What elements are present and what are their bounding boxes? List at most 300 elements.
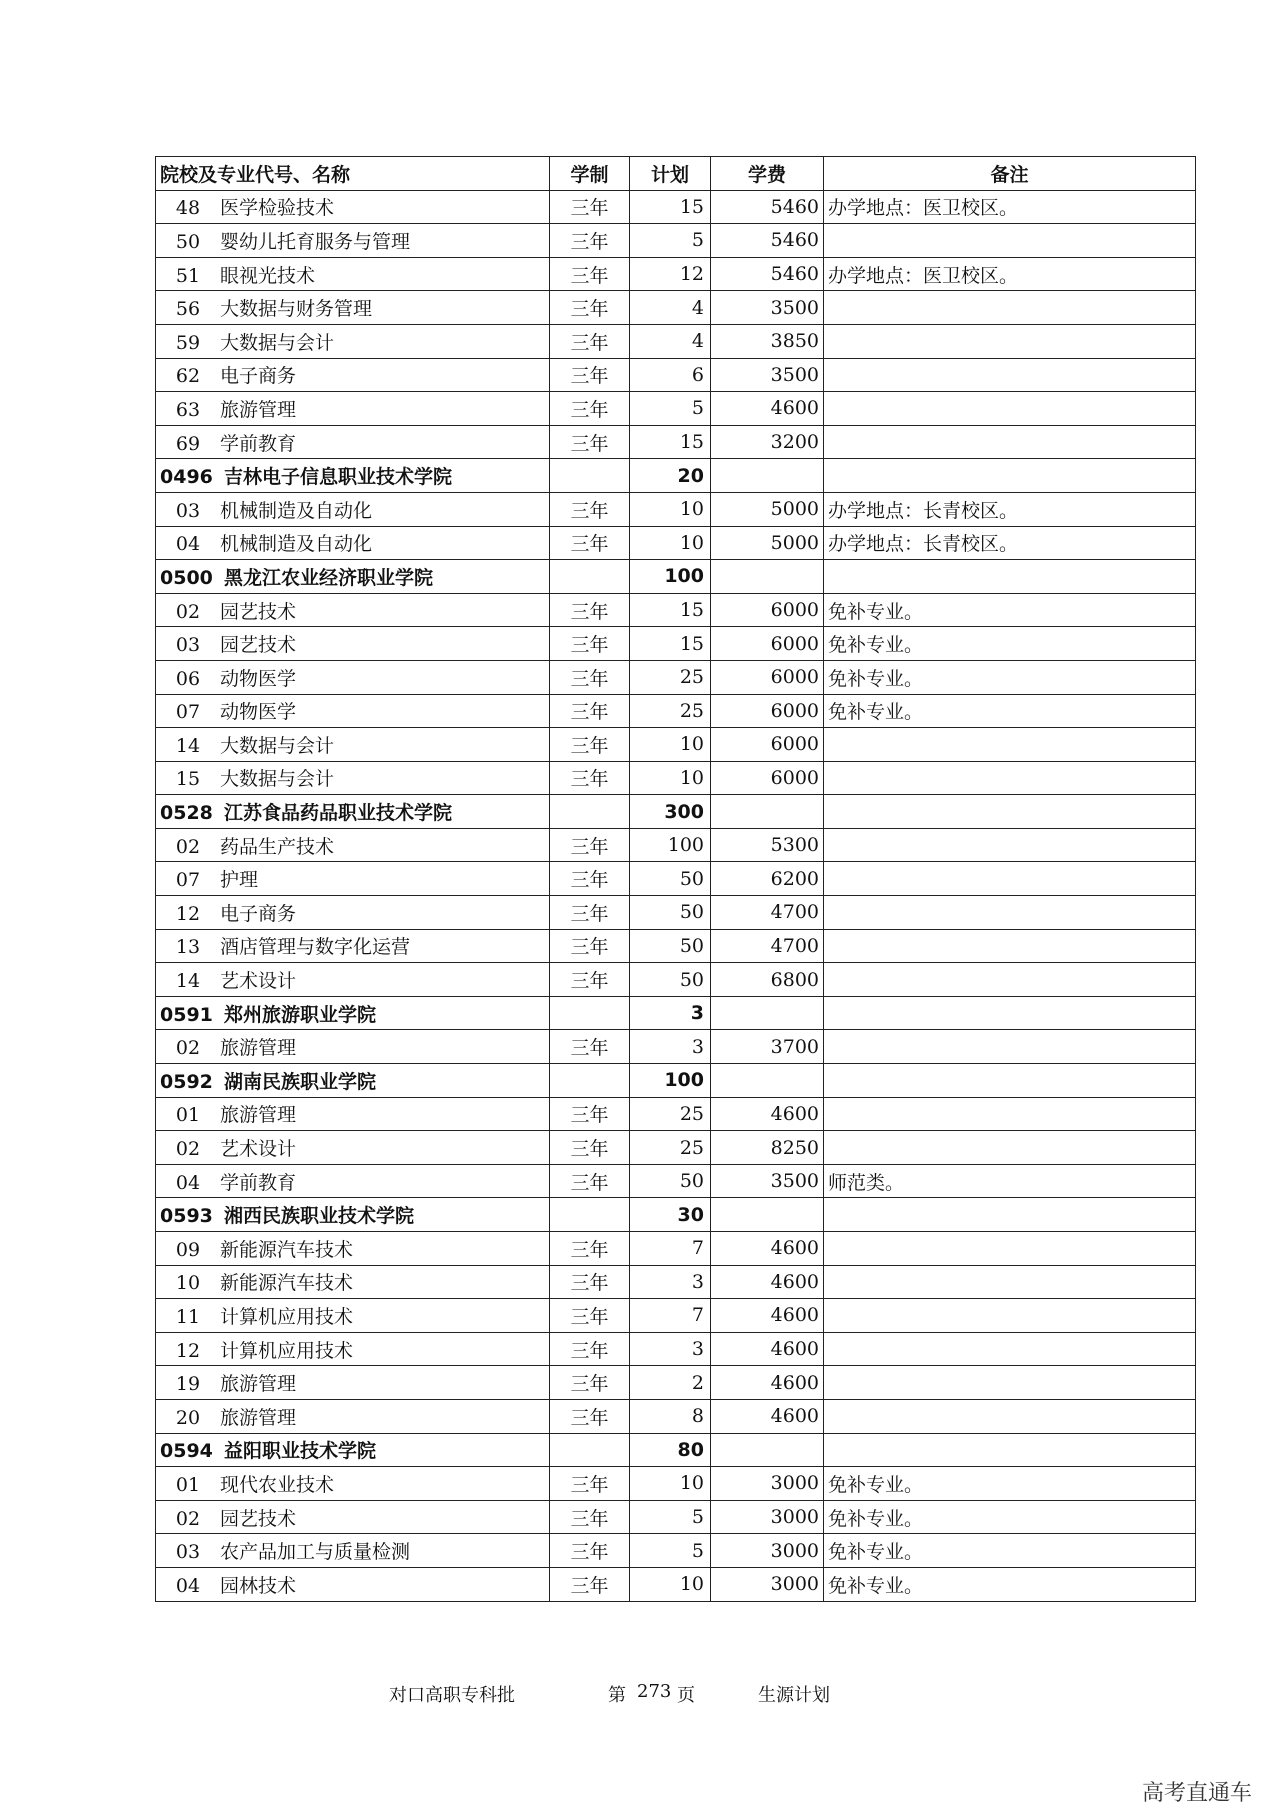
note-cell	[824, 1232, 1196, 1266]
code: 62	[175, 365, 201, 388]
watermark-logo-text: 高考直通车	[1141, 1781, 1252, 1806]
plan-cell: 50	[630, 929, 711, 963]
name-cell	[156, 526, 550, 560]
header-fee: 学费	[711, 157, 824, 191]
plan-cell: 6	[630, 358, 711, 392]
table-row	[156, 728, 1196, 762]
fee-cell: 3500	[711, 291, 824, 325]
note-cell	[824, 1366, 1196, 1400]
name: 大数据与会计	[220, 734, 335, 757]
plan-cell: 10	[630, 492, 711, 526]
duration-cell: 三年	[550, 190, 630, 224]
code: 09	[175, 1238, 201, 1261]
note-cell	[824, 1064, 1196, 1098]
table-row	[156, 257, 1196, 291]
name: 医学检验技术	[220, 197, 335, 220]
code: 0528	[160, 802, 213, 825]
name-cell	[156, 1198, 550, 1232]
fee-cell: 6800	[711, 963, 824, 997]
fee-cell	[711, 795, 824, 829]
name: 艺术设计	[220, 1138, 297, 1161]
plan-cell: 80	[630, 1433, 711, 1467]
fee-cell: 5000	[711, 526, 824, 560]
plan-cell: 25	[630, 1131, 711, 1165]
table-row	[156, 1299, 1196, 1333]
duration-cell: 三年	[550, 627, 630, 661]
code: 50	[175, 230, 201, 253]
school-row	[156, 1198, 1196, 1232]
note-cell	[824, 862, 1196, 896]
code: 07	[175, 701, 201, 724]
table-row	[156, 1131, 1196, 1165]
school-row	[156, 795, 1196, 829]
school-row	[156, 459, 1196, 493]
name: 计算机应用技术	[220, 1305, 354, 1328]
note-cell	[824, 392, 1196, 426]
code: 02	[175, 835, 201, 858]
name-cell	[156, 1164, 550, 1198]
name: 园艺技术	[220, 600, 297, 623]
code: 02	[175, 1507, 201, 1530]
plan-cell: 50	[630, 963, 711, 997]
table-row	[156, 828, 1196, 862]
code: 03	[175, 634, 201, 657]
school-row	[156, 560, 1196, 594]
name-cell	[156, 257, 550, 291]
note-cell	[824, 828, 1196, 862]
code: 06	[175, 667, 201, 690]
table-row	[156, 1399, 1196, 1433]
note-cell: 免补专业。	[824, 627, 1196, 661]
table-row	[156, 761, 1196, 795]
name-cell	[156, 459, 550, 493]
code: 11	[175, 1305, 201, 1328]
name: 园艺技术	[220, 634, 297, 657]
plan-cell: 50	[630, 896, 711, 930]
duration-cell: 三年	[550, 1332, 630, 1366]
duration-cell: 三年	[550, 660, 630, 694]
name: 计算机应用技术	[220, 1339, 354, 1362]
code: 20	[175, 1406, 201, 1429]
name-cell	[156, 761, 550, 795]
duration-cell	[550, 795, 630, 829]
code: 07	[175, 869, 201, 892]
name: 旅游管理	[220, 398, 297, 421]
duration-cell	[550, 1198, 630, 1232]
fee-cell: 4600	[711, 1265, 824, 1299]
duration-cell	[550, 1433, 630, 1467]
fee-cell: 4600	[711, 392, 824, 426]
name-cell	[156, 929, 550, 963]
name-cell	[156, 1299, 550, 1333]
duration-cell: 三年	[550, 1366, 630, 1400]
note-cell: 师范类。	[824, 1164, 1196, 1198]
table-row	[156, 1332, 1196, 1366]
fee-cell: 6000	[711, 593, 824, 627]
name: 江苏食品药品职业技术学院	[224, 802, 453, 825]
fee-cell: 4700	[711, 896, 824, 930]
fee-cell: 4600	[711, 1332, 824, 1366]
header-note: 备注	[824, 157, 1196, 191]
fee-cell: 6000	[711, 694, 824, 728]
name-cell	[156, 324, 550, 358]
table-row	[156, 1534, 1196, 1568]
duration-cell	[550, 560, 630, 594]
fee-cell: 6000	[711, 660, 824, 694]
note-cell	[824, 425, 1196, 459]
duration-cell: 三年	[550, 728, 630, 762]
table-row	[156, 190, 1196, 224]
name: 机械制造及自动化	[220, 499, 373, 522]
plan-cell: 4	[630, 324, 711, 358]
note-cell	[824, 324, 1196, 358]
plan-cell: 3	[630, 1030, 711, 1064]
table-row	[156, 291, 1196, 325]
name-cell	[156, 425, 550, 459]
duration-cell: 三年	[550, 358, 630, 392]
fee-cell: 5000	[711, 492, 824, 526]
note-cell	[824, 1198, 1196, 1232]
plan-cell: 12	[630, 257, 711, 291]
code: 0591	[160, 1003, 213, 1026]
school-row	[156, 996, 1196, 1030]
table-row	[156, 593, 1196, 627]
name: 湘西民族职业技术学院	[224, 1205, 415, 1228]
name-cell	[156, 358, 550, 392]
name-cell	[156, 190, 550, 224]
name-cell	[156, 1232, 550, 1266]
duration-cell: 三年	[550, 694, 630, 728]
fee-cell	[711, 1064, 824, 1098]
name-cell	[156, 1097, 550, 1131]
fee-cell	[711, 459, 824, 493]
fee-cell: 3850	[711, 324, 824, 358]
note-cell	[824, 1030, 1196, 1064]
code: 19	[175, 1373, 201, 1396]
table-row	[156, 1265, 1196, 1299]
note-cell: 免补专业。	[824, 1567, 1196, 1601]
note-cell: 办学地点：医卫校区。	[824, 257, 1196, 291]
table-row	[156, 896, 1196, 930]
table-header-row	[156, 157, 1196, 191]
name-cell	[156, 660, 550, 694]
table-row	[156, 627, 1196, 661]
duration-cell	[550, 1064, 630, 1098]
name: 艺术设计	[220, 970, 297, 993]
fee-cell: 5460	[711, 257, 824, 291]
table-row	[156, 526, 1196, 560]
duration-cell: 三年	[550, 224, 630, 258]
name: 婴幼儿托育服务与管理	[220, 230, 411, 253]
code: 0592	[160, 1070, 213, 1093]
plan-cell: 5	[630, 1534, 711, 1568]
plan-cell: 100	[630, 560, 711, 594]
name: 黑龙江农业经济职业学院	[224, 566, 434, 589]
name-cell	[156, 828, 550, 862]
code: 10	[175, 1272, 201, 1295]
table-row	[156, 1030, 1196, 1064]
name: 大数据与会计	[220, 331, 335, 354]
header-name: 院校及专业代号、名称	[156, 157, 550, 191]
note-cell	[824, 1332, 1196, 1366]
duration-cell: 三年	[550, 257, 630, 291]
code: 14	[175, 970, 201, 993]
name: 大数据与财务管理	[220, 298, 373, 321]
duration-cell: 三年	[550, 1500, 630, 1534]
table-row	[156, 358, 1196, 392]
fee-cell: 6000	[711, 761, 824, 795]
code: 0500	[160, 566, 213, 589]
plan-cell: 10	[630, 526, 711, 560]
name-cell	[156, 392, 550, 426]
note-cell: 免补专业。	[824, 593, 1196, 627]
plan-cell: 30	[630, 1198, 711, 1232]
note-cell	[824, 761, 1196, 795]
name: 益阳职业技术学院	[224, 1440, 377, 1463]
table-row	[156, 660, 1196, 694]
code: 15	[175, 768, 201, 791]
note-cell: 免补专业。	[824, 694, 1196, 728]
plan-cell: 5	[630, 1500, 711, 1534]
name-cell	[156, 224, 550, 258]
name-cell	[156, 1467, 550, 1501]
fee-cell: 3000	[711, 1534, 824, 1568]
name: 新能源汽车技术	[220, 1272, 354, 1295]
plan-cell: 3	[630, 996, 711, 1030]
fee-cell: 4600	[711, 1299, 824, 1333]
name: 园艺技术	[220, 1507, 297, 1530]
code: 0594	[160, 1440, 213, 1463]
table-row	[156, 1097, 1196, 1131]
code: 0496	[160, 466, 213, 489]
note-cell	[824, 996, 1196, 1030]
plan-cell: 25	[630, 1097, 711, 1131]
duration-cell: 三年	[550, 392, 630, 426]
table-row	[156, 1467, 1196, 1501]
note-cell	[824, 224, 1196, 258]
code: 0593	[160, 1205, 213, 1228]
duration-cell: 三年	[550, 1265, 630, 1299]
name-cell	[156, 896, 550, 930]
fee-cell: 4600	[711, 1097, 824, 1131]
duration-cell: 三年	[550, 1097, 630, 1131]
fee-cell: 3200	[711, 425, 824, 459]
code: 01	[175, 1473, 201, 1496]
name: 旅游管理	[220, 1406, 297, 1429]
name: 吉林电子信息职业技术学院	[224, 466, 453, 489]
name-cell	[156, 1030, 550, 1064]
name-cell	[156, 1265, 550, 1299]
name-cell	[156, 627, 550, 661]
duration-cell: 三年	[550, 896, 630, 930]
name: 护理	[220, 869, 259, 892]
plan-cell: 15	[630, 593, 711, 627]
plan-cell: 25	[630, 694, 711, 728]
table-row	[156, 1164, 1196, 1198]
plan-cell: 5	[630, 392, 711, 426]
code: 12	[175, 902, 201, 925]
plan-cell: 10	[630, 1567, 711, 1601]
name-cell	[156, 728, 550, 762]
table-row	[156, 963, 1196, 997]
fee-cell: 3000	[711, 1467, 824, 1501]
plan-cell: 20	[630, 459, 711, 493]
name-cell	[156, 1131, 550, 1165]
name-cell	[156, 560, 550, 594]
code: 51	[175, 264, 201, 287]
plan-cell: 15	[630, 425, 711, 459]
plan-cell: 10	[630, 1467, 711, 1501]
table-row	[156, 392, 1196, 426]
header-plan: 计划	[630, 157, 711, 191]
fee-cell	[711, 1198, 824, 1232]
name-cell	[156, 862, 550, 896]
code: 59	[175, 331, 201, 354]
footer-batch: 对口高职专科批	[389, 1685, 515, 1706]
code: 02	[175, 1138, 201, 1161]
table-row	[156, 1500, 1196, 1534]
name: 电子商务	[220, 365, 297, 388]
duration-cell: 三年	[550, 963, 630, 997]
plan-cell: 2	[630, 1366, 711, 1400]
school-row	[156, 1433, 1196, 1467]
school-row	[156, 1064, 1196, 1098]
note-cell	[824, 560, 1196, 594]
name: 动物医学	[220, 667, 297, 690]
name: 学前教育	[220, 432, 297, 455]
table-row	[156, 929, 1196, 963]
duration-cell: 三年	[550, 593, 630, 627]
plan-cell: 3	[630, 1332, 711, 1366]
note-cell	[824, 795, 1196, 829]
name-cell	[156, 291, 550, 325]
name: 新能源汽车技术	[220, 1238, 354, 1261]
note-cell	[824, 358, 1196, 392]
note-cell: 办学地点：长青校区。	[824, 526, 1196, 560]
fee-cell: 4600	[711, 1232, 824, 1266]
name: 农产品加工与质量检测	[220, 1541, 411, 1564]
name: 旅游管理	[220, 1037, 297, 1060]
note-cell	[824, 1131, 1196, 1165]
name: 电子商务	[220, 902, 297, 925]
code: 12	[175, 1339, 201, 1362]
code: 02	[175, 600, 201, 623]
header-duration: 学制	[550, 157, 630, 191]
plan-cell: 10	[630, 761, 711, 795]
note-cell: 办学地点：长青校区。	[824, 492, 1196, 526]
table-row	[156, 862, 1196, 896]
code: 03	[175, 1541, 201, 1564]
code: 69	[175, 432, 201, 455]
duration-cell: 三年	[550, 1534, 630, 1568]
name: 现代农业技术	[220, 1473, 335, 1496]
plan-cell: 7	[630, 1299, 711, 1333]
enrollment-plan-table	[155, 156, 1196, 1602]
note-cell: 办学地点：医卫校区。	[824, 190, 1196, 224]
plan-cell: 25	[630, 660, 711, 694]
fee-cell: 3000	[711, 1500, 824, 1534]
code: 14	[175, 734, 201, 757]
footer-page-prefix: 第	[608, 1685, 626, 1706]
name: 园林技术	[220, 1574, 297, 1597]
note-cell: 免补专业。	[824, 660, 1196, 694]
name-cell	[156, 1332, 550, 1366]
duration-cell: 三年	[550, 1299, 630, 1333]
plan-cell: 4	[630, 291, 711, 325]
fee-cell: 6000	[711, 627, 824, 661]
fee-cell: 4600	[711, 1399, 824, 1433]
name: 旅游管理	[220, 1104, 297, 1127]
footer-page-number: 273	[637, 1681, 672, 1702]
fee-cell: 8250	[711, 1131, 824, 1165]
fee-cell	[711, 996, 824, 1030]
duration-cell: 三年	[550, 1232, 630, 1266]
note-cell: 免补专业。	[824, 1500, 1196, 1534]
duration-cell: 三年	[550, 324, 630, 358]
name-cell	[156, 795, 550, 829]
plan-cell: 15	[630, 190, 711, 224]
fee-cell: 3500	[711, 1164, 824, 1198]
plan-cell: 100	[630, 828, 711, 862]
footer-section: 生源计划	[758, 1685, 830, 1706]
name: 动物医学	[220, 701, 297, 724]
table-body	[156, 190, 1196, 1601]
fee-cell	[711, 560, 824, 594]
name: 学前教育	[220, 1171, 297, 1194]
table-row	[156, 1232, 1196, 1266]
name-cell	[156, 996, 550, 1030]
code: 48	[175, 197, 201, 220]
table-row	[156, 324, 1196, 358]
fee-cell: 5460	[711, 224, 824, 258]
note-cell	[824, 1399, 1196, 1433]
name-cell	[156, 1534, 550, 1568]
duration-cell: 三年	[550, 1030, 630, 1064]
note-cell	[824, 459, 1196, 493]
name-cell	[156, 1064, 550, 1098]
fee-cell: 3000	[711, 1567, 824, 1601]
fee-cell: 5300	[711, 828, 824, 862]
duration-cell: 三年	[550, 929, 630, 963]
duration-cell: 三年	[550, 828, 630, 862]
name-cell	[156, 492, 550, 526]
duration-cell: 三年	[550, 1567, 630, 1601]
note-cell	[824, 929, 1196, 963]
table-row	[156, 1366, 1196, 1400]
fee-cell: 3500	[711, 358, 824, 392]
fee-cell: 6000	[711, 728, 824, 762]
plan-cell: 7	[630, 1232, 711, 1266]
note-cell	[824, 728, 1196, 762]
fee-cell: 6200	[711, 862, 824, 896]
note-cell	[824, 1097, 1196, 1131]
plan-cell: 5	[630, 224, 711, 258]
note-cell	[824, 291, 1196, 325]
note-cell	[824, 1299, 1196, 1333]
code: 01	[175, 1104, 201, 1127]
table-row	[156, 224, 1196, 258]
plan-cell: 300	[630, 795, 711, 829]
fee-cell: 5460	[711, 190, 824, 224]
name: 旅游管理	[220, 1373, 297, 1396]
duration-cell: 三年	[550, 492, 630, 526]
name-cell	[156, 1500, 550, 1534]
duration-cell: 三年	[550, 1399, 630, 1433]
duration-cell: 三年	[550, 1164, 630, 1198]
duration-cell	[550, 459, 630, 493]
name: 眼视光技术	[220, 264, 316, 287]
name-cell	[156, 1567, 550, 1601]
